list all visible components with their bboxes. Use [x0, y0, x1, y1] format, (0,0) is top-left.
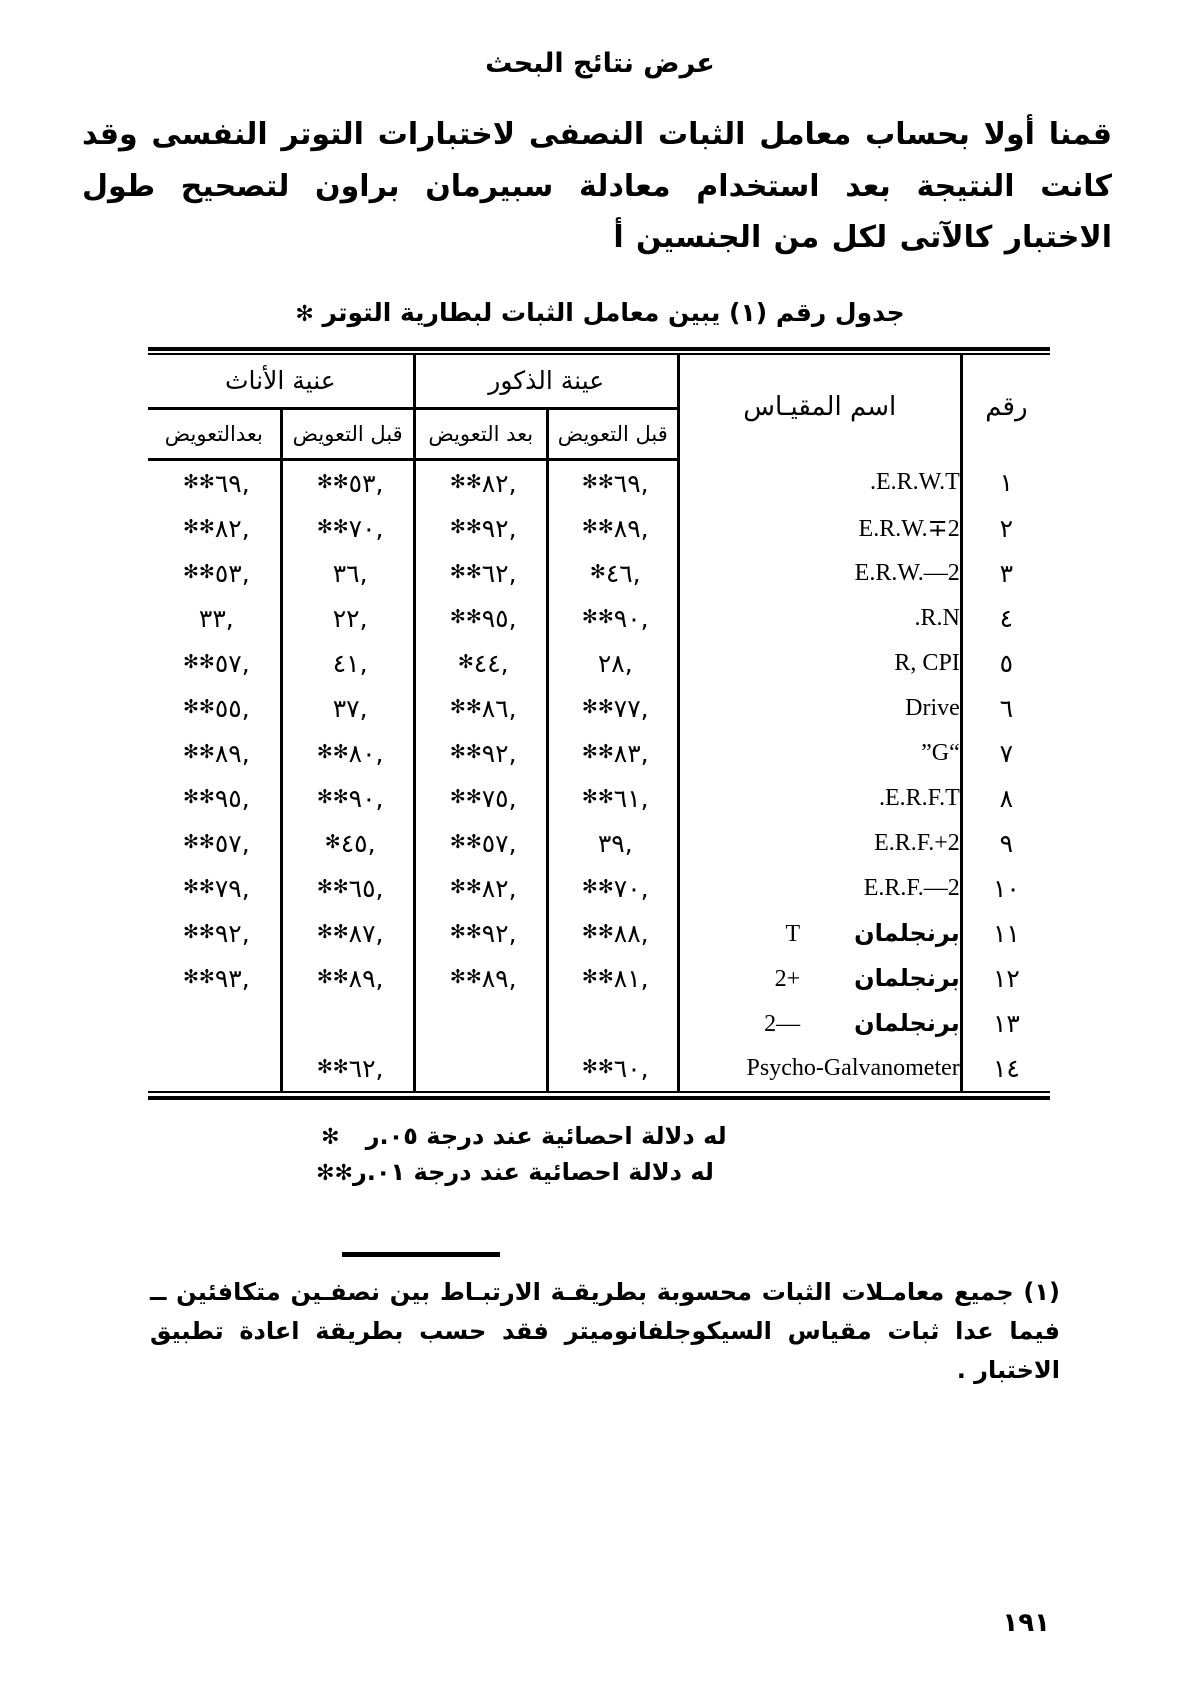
significance-stars: ✻✻: [316, 786, 349, 809]
cell-female-after: [148, 459, 281, 506]
table-row: [148, 1046, 1050, 1091]
table-row: [148, 459, 1050, 506]
cell-female-before: [281, 956, 414, 1001]
value: ٩٣,: [214, 963, 250, 993]
scale-name-latin: “G”: [921, 739, 960, 766]
value: ٩٠,: [348, 783, 384, 813]
table-body: [148, 459, 1050, 1091]
scale-name-latin: E.R.W.∓2: [858, 515, 960, 542]
cell-male-before: [547, 731, 678, 776]
scale-name-arabic: برنجلمان: [854, 1008, 960, 1037]
row-index: ٢: [961, 506, 1050, 551]
value: ٨٩,: [481, 963, 517, 993]
table-caption: [0, 298, 1200, 327]
cell-male-before: [547, 866, 678, 911]
scale-name-latin: —2: [764, 1010, 801, 1037]
cell-male-before: [547, 686, 678, 731]
row-index: ١٣: [961, 1001, 1050, 1046]
value: ٦٢,: [348, 1053, 384, 1083]
scale-name-latin: E.R.F.—2: [863, 874, 960, 901]
significance-stars: ✻✻: [581, 696, 614, 719]
table-row: [148, 821, 1050, 866]
value: ٧٩,: [214, 873, 250, 903]
cell-male-before: [547, 596, 678, 641]
significance-stars: ✻✻: [581, 921, 614, 944]
cell-male-before: [547, 956, 678, 1001]
single-asterisk-icon: ✻: [321, 1124, 340, 1150]
cell-male-before: [547, 641, 678, 686]
cell-male-before: [547, 821, 678, 866]
table-row: [148, 776, 1050, 821]
cell-female-before: [281, 731, 414, 776]
table-row: [148, 506, 1050, 551]
row-scale-name: [678, 731, 961, 776]
value: ٣٦,: [332, 558, 368, 588]
significance-stars: ✻✻: [182, 651, 215, 674]
value: ٨٢,: [481, 873, 517, 903]
table-row: [148, 1001, 1050, 1046]
significance-stars: ✻✻: [449, 966, 482, 989]
cell-female-before: [281, 1046, 414, 1091]
value: ٨٢,: [481, 468, 517, 498]
table-caption-text: جدول رقم (١) يبين معامل الثبات لبطارية التوتر: [322, 297, 905, 327]
significance-stars: ✻: [457, 651, 474, 674]
cell-male-before: [547, 506, 678, 551]
scale-name-arabic: برنجلمان: [854, 963, 960, 992]
value: ٤٦,: [605, 558, 641, 588]
value: ٢٨,: [597, 648, 633, 678]
table-row: [148, 866, 1050, 911]
header-male-after: بعد التعويض: [414, 408, 547, 459]
table-row: [148, 641, 1050, 686]
significance-stars: ✻✻: [581, 471, 614, 494]
value: ٨٩,: [214, 738, 250, 768]
value: ٩٢,: [481, 738, 517, 768]
significance-stars: ✻✻: [182, 696, 215, 719]
significance-note-1: [0, 1122, 1030, 1150]
value: ٦٩,: [214, 468, 250, 498]
cell-male-before: [547, 911, 678, 956]
header-index: رقم: [961, 355, 1050, 460]
value: ٥٧,: [214, 828, 250, 858]
table-row: [148, 731, 1050, 776]
value: ٣٣,: [198, 603, 234, 633]
cell-male-after: [414, 506, 547, 551]
significance-stars: ✻✻: [316, 921, 349, 944]
value: ٦١,: [613, 783, 649, 813]
value: ٧٠,: [348, 513, 384, 543]
significance-stars: ✻✻: [449, 471, 482, 494]
row-scale-name: [678, 551, 961, 596]
significance-stars: ✻✻: [581, 876, 614, 899]
cell-male-before: [547, 459, 678, 506]
cell-male-after: [414, 956, 547, 1001]
value: ٣٧,: [332, 693, 368, 723]
value: ٨٣,: [613, 738, 649, 768]
significance-stars: [211, 1011, 216, 1033]
cell-female-after: [148, 1046, 281, 1091]
value: ٨٩,: [613, 513, 649, 543]
significance-stars: [211, 1056, 216, 1078]
value: ٨٨,: [613, 918, 649, 948]
cell-female-after: [148, 551, 281, 596]
value: ٨١,: [613, 963, 649, 993]
footnote-text: (١) جميع معامـلات الثبات محسوبة بطريقـة الارتبـاط بين نصفـين متكافئين ــ فيما عدا ثبات مقياس السيكوجلفانوميتر فقد حسب بطريقة اعادة تطبيق الاختبار .: [150, 1277, 1060, 1384]
significance-stars: ✻✻: [449, 516, 482, 539]
table-row: [148, 686, 1050, 731]
row-index: ٥: [961, 641, 1050, 686]
cell-male-after: [414, 731, 547, 776]
significance-note-2-text: له دلالة احصائية عند درجة ٠١.ر: [352, 1157, 714, 1186]
row-index: ٣: [961, 551, 1050, 596]
row-index: ١١: [961, 911, 1050, 956]
significance-stars: ✻✻: [449, 606, 482, 629]
cell-male-after: [414, 1001, 547, 1046]
row-scale-name: [678, 1046, 961, 1091]
value: ٤٤,: [473, 648, 509, 678]
scale-name-latin: E.R.F.+2: [874, 829, 960, 856]
row-scale-name: [678, 596, 961, 641]
cell-female-after: [148, 1001, 281, 1046]
table-row: [148, 956, 1050, 1001]
scale-name-latin: E.R.W.T.: [870, 469, 960, 496]
reliability-table-wrapper: [148, 347, 1050, 1100]
significance-stars: ✻✻: [449, 696, 482, 719]
cell-female-after: [148, 911, 281, 956]
significance-stars: ✻✻: [449, 831, 482, 854]
value: ٩٥,: [214, 783, 250, 813]
significance-stars: ✻✻: [581, 741, 614, 764]
significance-stars: ✻✻: [182, 831, 215, 854]
value: ٩٥,: [481, 603, 517, 633]
row-index: ٧: [961, 731, 1050, 776]
significance-stars: ✻✻: [182, 741, 215, 764]
value: ٥٥,: [214, 693, 250, 723]
page-number: ١٩١: [1002, 1608, 1050, 1638]
cell-female-before: [281, 551, 414, 596]
table-top-rule: [148, 347, 1050, 355]
table-row: [148, 911, 1050, 956]
significance-notes: [0, 1122, 1030, 1186]
significance-stars: ✻✻: [581, 606, 614, 629]
significance-stars: ✻✻: [581, 1056, 614, 1079]
significance-note-2: [0, 1158, 1030, 1186]
row-index: ١٤: [961, 1046, 1050, 1091]
value: ٢٢,: [332, 603, 368, 633]
row-scale-name: [678, 956, 961, 1001]
significance-stars: [478, 1056, 483, 1078]
scale-name-latin: Drive: [905, 694, 960, 721]
row-index: ١: [961, 459, 1050, 506]
cell-female-after: [148, 866, 281, 911]
header-female-before: قبل التعويض: [281, 408, 414, 459]
cell-female-before: [281, 776, 414, 821]
value: ٩٢,: [481, 918, 517, 948]
cell-male-before: [547, 1001, 678, 1046]
row-scale-name: [678, 506, 961, 551]
row-scale-name: [678, 911, 961, 956]
cell-male-after: [414, 776, 547, 821]
value: ٩٢,: [214, 918, 250, 948]
reliability-table: [148, 355, 1050, 1091]
significance-stars: ✻✻: [449, 561, 482, 584]
value: ٣٩,: [597, 828, 633, 858]
cell-male-before: [547, 1046, 678, 1091]
value: ٩٢,: [481, 513, 517, 543]
value: ٨٠,: [348, 738, 384, 768]
significance-stars: ✻✻: [182, 921, 215, 944]
row-index: ١٢: [961, 956, 1050, 1001]
scale-name-latin: T: [785, 920, 801, 947]
significance-stars: ✻✻: [182, 786, 215, 809]
section-title: عرض نتائج البحث: [485, 48, 715, 79]
table-head: [148, 355, 1050, 460]
cell-male-after: [414, 911, 547, 956]
cell-female-before: [281, 459, 414, 506]
significance-stars: ✻: [324, 831, 341, 854]
value: ٦٥,: [348, 873, 384, 903]
cell-female-after: [148, 731, 281, 776]
cell-male-before: [547, 551, 678, 596]
scale-name-latin: +2: [774, 965, 801, 992]
cell-female-after: [148, 641, 281, 686]
scale-name-latin: E.R.F.T.: [879, 784, 960, 811]
significance-note-1-text: له دلالة احصائية عند درجة ٠٥.ر: [365, 1121, 727, 1150]
cell-female-before: [281, 596, 414, 641]
significance-stars: ✻✻: [182, 561, 215, 584]
significance-stars: ✻✻: [581, 786, 614, 809]
table-row: [148, 551, 1050, 596]
significance-stars: ✻✻: [449, 741, 482, 764]
cell-female-before: [281, 821, 414, 866]
value: ٦٩,: [613, 468, 649, 498]
cell-female-after: [148, 686, 281, 731]
cell-female-before: [281, 686, 414, 731]
scale-name-latin: R, CPI: [894, 649, 960, 676]
scale-name-latin: R.N.: [914, 604, 960, 631]
header-scale-name: اسم المقيـاس: [678, 355, 961, 460]
significance-stars: ✻✻: [316, 741, 349, 764]
table-row: [148, 596, 1050, 641]
value: ٦٢,: [481, 558, 517, 588]
value: ٥٣,: [348, 468, 384, 498]
cell-female-before: [281, 506, 414, 551]
cell-male-after: [414, 459, 547, 506]
cell-female-before: [281, 911, 414, 956]
cell-male-after: [414, 866, 547, 911]
row-index: ٨: [961, 776, 1050, 821]
asterisk-icon: ✻: [295, 301, 314, 327]
value: ٦٠,: [613, 1053, 649, 1083]
value: ٨٧,: [348, 918, 384, 948]
row-index: ١٠: [961, 866, 1050, 911]
value: ٨٢,: [214, 513, 250, 543]
value: ٤٥,: [340, 828, 376, 858]
significance-stars: ✻✻: [449, 921, 482, 944]
row-index: ٩: [961, 821, 1050, 866]
significance-stars: ✻✻: [182, 876, 215, 899]
row-scale-name: [678, 776, 961, 821]
row-scale-name: [678, 866, 961, 911]
significance-stars: [345, 1011, 350, 1033]
row-index: ٦: [961, 686, 1050, 731]
cell-female-after: [148, 821, 281, 866]
value: ٩٠,: [613, 603, 649, 633]
value: ٥٧,: [481, 828, 517, 858]
significance-stars: [610, 1011, 615, 1033]
cell-male-before: [547, 776, 678, 821]
cell-female-after: [148, 596, 281, 641]
row-scale-name: [678, 1001, 961, 1046]
significance-stars: ✻✻: [449, 786, 482, 809]
cell-male-after: [414, 641, 547, 686]
cell-male-after: [414, 1046, 547, 1091]
scale-name-arabic: برنجلمان: [854, 918, 960, 947]
cell-female-before: [281, 641, 414, 686]
value: ٤١,: [332, 648, 368, 678]
document-page: [0, 48, 1200, 1696]
significance-stars: ✻✻: [316, 516, 349, 539]
value: ٥٣,: [214, 558, 250, 588]
significance-stars: ✻✻: [316, 966, 349, 989]
value: ٨٩,: [348, 963, 384, 993]
significance-stars: ✻✻: [182, 516, 215, 539]
cell-male-after: [414, 686, 547, 731]
significance-stars: ✻✻: [182, 471, 215, 494]
header-female-after: بعدالتعويض: [148, 408, 281, 459]
significance-stars: ✻✻: [316, 876, 349, 899]
intro-paragraph: قمنا أولا بحساب معامل الثبات النصفى لاختبارات التوتر النفسى وقد كانت النتيجة بعد استخدام معادلة سبيرمان براون لتصحيح طول الاختبار كالآتى لكل من الجنسين أ: [82, 117, 1112, 256]
header-male-group: عينة الذكور: [414, 355, 678, 409]
scale-name-latin: Psycho-Galvanometer: [746, 1054, 960, 1081]
table-bottom-rule: [148, 1091, 1050, 1100]
value: ٥٧,: [214, 648, 250, 678]
row-index: ٤: [961, 596, 1050, 641]
significance-stars: ✻✻: [182, 966, 215, 989]
cell-female-before: [281, 1001, 414, 1046]
cell-male-after: [414, 596, 547, 641]
significance-stars: ✻: [589, 561, 606, 584]
value: ٧٧,: [613, 693, 649, 723]
significance-stars: ✻✻: [449, 876, 482, 899]
double-asterisk-icon: ✻✻: [316, 1160, 353, 1186]
significance-stars: ✻✻: [316, 471, 349, 494]
footnote-divider: [342, 1252, 500, 1257]
cell-female-before: [281, 866, 414, 911]
cell-female-after: [148, 956, 281, 1001]
cell-female-after: [148, 776, 281, 821]
cell-female-after: [148, 506, 281, 551]
header-female-group: عنية الأناث: [148, 355, 414, 409]
row-scale-name: [678, 459, 961, 506]
significance-stars: ✻✻: [581, 516, 614, 539]
value: ٧٥,: [481, 783, 517, 813]
cell-male-after: [414, 551, 547, 596]
row-scale-name: [678, 641, 961, 686]
header-male-before: قبل التعويض: [547, 408, 678, 459]
value: ٧٠,: [613, 873, 649, 903]
value: ٨٦,: [481, 693, 517, 723]
row-scale-name: [678, 821, 961, 866]
cell-male-after: [414, 821, 547, 866]
significance-stars: ✻✻: [581, 966, 614, 989]
significance-stars: [478, 1011, 483, 1033]
row-scale-name: [678, 686, 961, 731]
significance-stars: ✻✻: [316, 1056, 349, 1079]
scale-name-latin: E.R.W.—2: [854, 559, 960, 586]
